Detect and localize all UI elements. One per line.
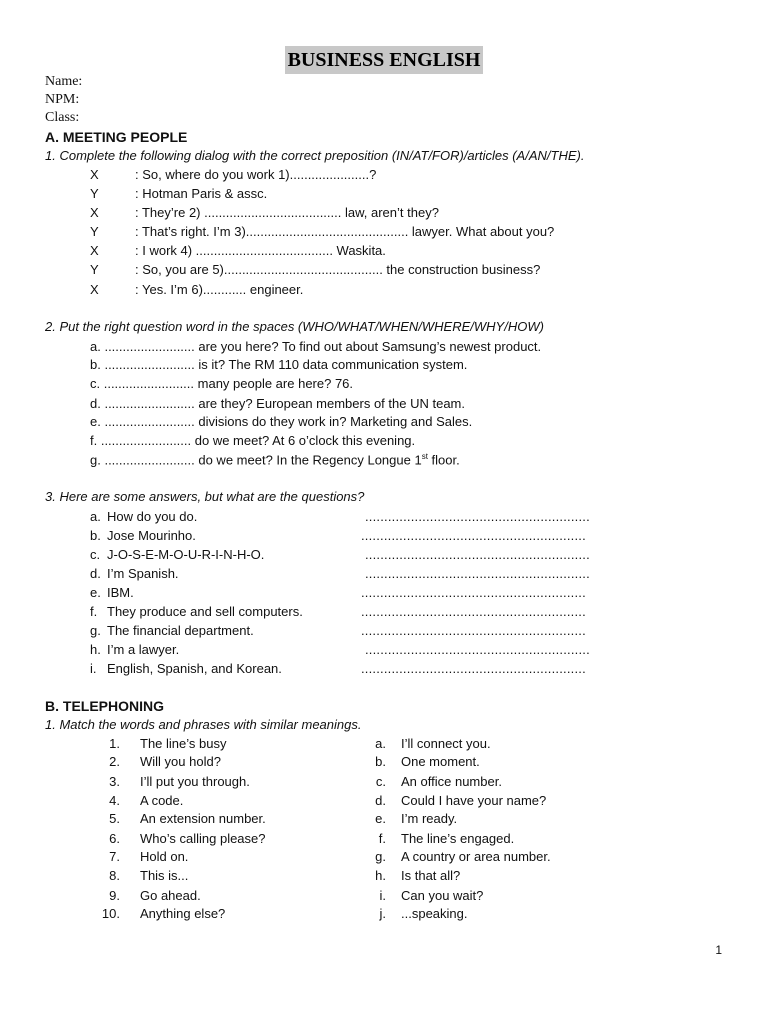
match-left-text: A code. [140, 793, 184, 808]
dialog-line: : Hotman Paris & assc. [135, 186, 268, 201]
question-word-item: a. ......................... are you here? To find out about Samsung’s newest product. [90, 339, 542, 354]
answer-letter: g. [90, 623, 101, 638]
answer-letter: d. [90, 566, 101, 581]
section-a-heading: A. MEETING PEOPLE [45, 129, 188, 145]
answer-letter: c. [90, 547, 101, 562]
dialog-speaker: X [90, 205, 99, 220]
match-left-number: 6. [109, 831, 120, 846]
question-word-item: e. ......................... divisions do they work in? Marketing and Sales. [90, 414, 473, 429]
answer-text: Jose Mourinho. [107, 528, 196, 543]
document-title: BUSINESS ENGLISH [285, 46, 483, 74]
answer-blank: ........................................................... [365, 547, 590, 562]
answer-letter: h. [90, 642, 101, 657]
match-left-text: An extension number. [140, 811, 266, 826]
match-right-letter: g. [375, 849, 386, 864]
dialog-line: : So, you are 5)............................................ the construction business? [135, 262, 541, 277]
match-left-number: 8. [109, 868, 120, 883]
match-right-letter: d. [375, 793, 386, 808]
match-right-letter: c. [375, 774, 386, 789]
dialog-speaker: X [90, 243, 99, 258]
match-left-text: This is... [140, 868, 189, 883]
answer-text: The financial department. [107, 623, 254, 638]
question-word-item: d. ......................... are they? European members of the UN team. [90, 396, 465, 411]
match-left-number: 10. [101, 906, 120, 921]
page-number: 1 [715, 943, 722, 957]
match-right-text: ...speaking. [401, 906, 468, 921]
answer-text: I’m Spanish. [107, 566, 179, 581]
match-right-letter: f. [378, 831, 386, 846]
match-left-text: Anything else? [140, 906, 226, 921]
dialog-speaker: Y [90, 186, 99, 201]
match-right-letter: a. [375, 736, 386, 751]
question-word-item: f. ......................... do we meet? At 6 o’clock this evening. [90, 433, 416, 448]
ordinal-suffix: st [421, 452, 428, 461]
match-left-text: Go ahead. [140, 888, 201, 903]
match-left-text: Who’s calling please? [140, 831, 266, 846]
answer-text: I’m a lawyer. [107, 642, 180, 657]
answer-blank: ........................................................... [361, 585, 586, 600]
answer-text: IBM. [107, 585, 134, 600]
npm-label: NPM: [45, 92, 80, 107]
match-right-text: I’m ready. [401, 811, 458, 826]
match-left-number: 2. [109, 754, 120, 769]
match-right-text: The line’s engaged. [401, 831, 515, 846]
match-left-number: 7. [109, 849, 120, 864]
answer-blank: ........................................................... [361, 604, 586, 619]
match-right-text: I’ll connect you. [401, 736, 491, 751]
section-b-q1-instruction: 1. Match the words and phrases with similar meanings. [45, 717, 362, 732]
answer-blank: ........................................................... [365, 566, 590, 581]
answer-letter: b. [90, 528, 101, 543]
match-right-text: One moment. [401, 754, 480, 769]
section-a-q2-instruction: 2. Put the right question word in the spaces (WHO/WHAT/WHEN/WHERE/WHY/HOW) [45, 319, 544, 334]
match-right-letter: i. [379, 888, 386, 903]
dialog-speaker: X [90, 282, 99, 297]
match-left-text: Will you hold? [140, 754, 221, 769]
match-right-text: An office number. [401, 774, 502, 789]
dialog-line: : Yes. I’m 6)............ engineer. [135, 282, 304, 297]
match-right-text: A country or area number. [401, 849, 551, 864]
match-left-text: Hold on. [140, 849, 189, 864]
question-word-item: c. ......................... many people are here? 76. [90, 376, 354, 391]
section-b-heading: B. TELEPHONING [45, 698, 165, 714]
match-right-text: Can you wait? [401, 888, 484, 903]
dialog-line: : I work 4) ...................................... Waskita. [135, 243, 386, 258]
dialog-speaker: X [90, 167, 99, 182]
match-left-number: 1. [109, 736, 120, 751]
answer-letter: i. [90, 661, 97, 676]
answer-text: They produce and sell computers. [107, 604, 303, 619]
answer-blank: ........................................................... [365, 509, 590, 524]
dialog-line: : That’s right. I’m 3)............................................. lawyer. What about you? [135, 224, 555, 239]
answer-blank: ........................................................... [365, 642, 590, 657]
answer-blank: ........................................................... [361, 528, 586, 543]
match-right-text: Is that all? [401, 868, 461, 883]
answer-letter: f. [90, 604, 98, 619]
dialog-line: : They’re 2) ...................................... law, aren’t they? [135, 205, 439, 220]
answer-letter: e. [90, 585, 101, 600]
match-left-text: I’ll put you through. [140, 774, 250, 789]
dialog-speaker: Y [90, 262, 99, 277]
question-word-item: b. ......................... is it? The RM 110 data communication system. [90, 357, 468, 372]
class-label: Class: [45, 110, 80, 125]
question-word-item-last [90, 452, 460, 467]
answer-blank: ........................................................... [361, 661, 586, 676]
answer-blank: ........................................................... [361, 623, 586, 638]
match-left-number: 5. [109, 811, 120, 826]
match-left-number: 9. [109, 888, 120, 903]
item-text: g. ......................... do we meet? In the Regency Longue 1 [90, 452, 422, 468]
match-left-text: The line’s busy [140, 736, 227, 751]
section-a-q1-instruction: 1. Complete the following dialog with the correct preposition (IN/AT/FOR)/articles (A/AN/THE). [45, 148, 585, 163]
answer-text: J-O-S-E-M-O-U-R-I-N-H-O. [107, 547, 265, 562]
match-left-number: 4. [109, 793, 120, 808]
answer-text: How do you do. [107, 509, 198, 524]
match-right-letter: e. [375, 811, 386, 826]
name-label: Name: [45, 74, 83, 89]
match-right-letter: b. [375, 754, 386, 769]
match-left-number: 3. [109, 774, 120, 789]
match-right-letter: h. [375, 868, 386, 883]
answer-letter: a. [90, 509, 101, 524]
match-right-letter: j. [379, 906, 386, 921]
match-right-text: Could I have your name? [401, 793, 547, 808]
dialog-line: : So, where do you work 1)......................? [135, 167, 377, 182]
answer-text: English, Spanish, and Korean. [107, 661, 282, 676]
dialog-speaker: Y [90, 224, 99, 239]
item-text-end: floor. [427, 452, 460, 468]
section-a-q3-instruction: 3. Here are some answers, but what are the questions? [45, 489, 365, 504]
